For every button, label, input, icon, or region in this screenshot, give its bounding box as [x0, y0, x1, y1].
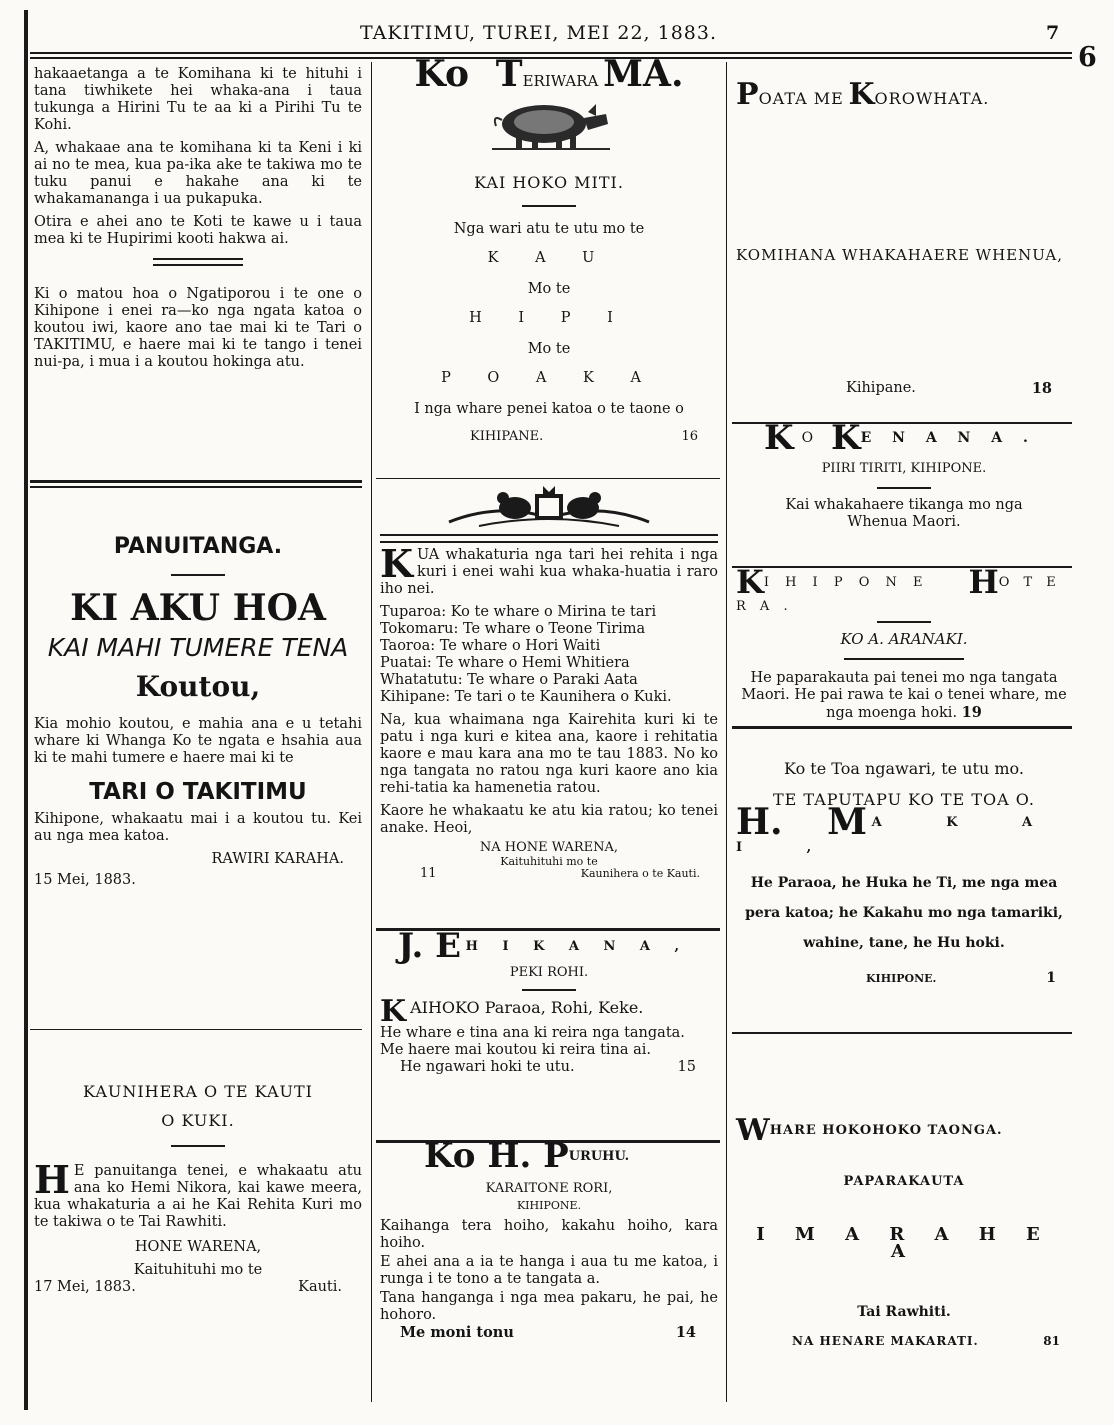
panuitanga-notice	[34, 532, 362, 889]
notice-date: 15 Mei, 1883.	[34, 872, 136, 888]
notice-subheadline: KAI MAHI TUMERE TENA	[47, 633, 349, 662]
advert-footer	[736, 1333, 1072, 1350]
title-part: K	[848, 77, 875, 112]
drop-cap: K	[380, 994, 407, 1029]
advert-footer	[380, 1324, 718, 1341]
advert-footer	[380, 428, 718, 445]
notice-title-line-2: O KUKI.	[161, 1111, 235, 1130]
dog-registration-notice	[380, 482, 718, 880]
advert-item-kau: K A U	[487, 250, 611, 266]
divider	[877, 487, 931, 489]
advert-subtitle: KAI HOKO MITI.	[474, 173, 624, 192]
advert-big: I M A R A H E A	[756, 1224, 1052, 1262]
advert-number: 14	[675, 1324, 696, 1341]
article-paragraph: A, whakaae ana te komihana ki ta Keni i ki ai no te mea, kua pa-ika ake te takiwa mo te tuku panui e hakahe ana ki te whakamananga i ua pukapuka.	[34, 140, 362, 207]
notice-signature: NA HONE WARENA,	[479, 840, 619, 855]
section-rule	[30, 1029, 362, 1030]
drop-cap: K	[380, 541, 414, 586]
advert-line: He ngawari hoki te utu.	[400, 1059, 575, 1075]
poata-advert	[736, 77, 1072, 397]
title-part: J. E	[398, 926, 462, 966]
advert-mote: Mo te	[527, 281, 571, 297]
title-part: K	[736, 563, 764, 601]
advert-body: He Paraoa, he Huka he Ti, me nga mea pera katoa; he Kakahu mo nga tamariki, wahine, tane, he Hu hoki.	[745, 875, 1063, 951]
notice-title-line-1: KAUNIHERA O TE KAUTI	[83, 1082, 313, 1101]
drop-cap: H	[34, 1157, 70, 1202]
office-list-item: Kihipane: Te tari o te Kaunihera o Kuki.	[380, 689, 672, 705]
office-list-item: Tuparoa: Ko te whare o Mirina te tari	[380, 604, 657, 620]
article-paragraph: hakaaetanga a te Komihana ki te hituhi i tana tiwhikete hei whaka-ana i taua tukunga a Hirini Tu te aa ki a Pirihi Tu te Kohi.	[34, 66, 362, 133]
title-part: MA.	[603, 53, 684, 95]
section-rule	[732, 566, 1072, 568]
column-rule-2	[726, 62, 727, 1402]
royal-crest-icon	[439, 482, 659, 532]
advert-number: 15	[677, 1059, 696, 1075]
advert-line: I nga whare penei katoa o te taone o	[414, 401, 684, 417]
advert-line: Me moni tonu	[400, 1324, 514, 1341]
advert-title	[736, 1113, 1072, 1148]
title-part: Ko	[414, 53, 469, 95]
advert-subtitle: PIIRI TIRITI, KIHIPONE.	[821, 461, 987, 476]
advert-place: KIHIPANE.	[470, 429, 544, 444]
title-part: I H I P O N E	[763, 575, 929, 590]
title-part: H.	[736, 801, 783, 843]
advert-role: KOMIHANA WHAKAHAERE WHENUA,	[736, 246, 1064, 264]
advert-title	[380, 1136, 718, 1176]
advert-title	[736, 563, 1072, 615]
divider	[522, 205, 576, 207]
pig-illustration	[484, 96, 614, 152]
advert-title	[380, 926, 718, 966]
advert-title	[380, 53, 718, 95]
notice-date: 17 Mei, 1883.	[34, 1279, 136, 1295]
advert-body: Kai whakahaere tikanga mo nga Whenua Maori.	[785, 497, 1023, 530]
column-rule-1	[371, 62, 372, 1402]
title-part: T	[495, 53, 523, 95]
advert-footer	[380, 1059, 718, 1076]
divider	[171, 1145, 225, 1147]
notice-role-2: Kaunihera o te Kauti.	[580, 867, 700, 880]
office-list	[380, 604, 718, 706]
kaunihera-notice	[34, 1083, 362, 1296]
advert-body	[736, 670, 1072, 722]
notice-text: E panuitanga tenei, e whakaatu atu ana ko Hemi Nikora, kai kawe meera, kua whakaturia a ai he Kai Rehita Kuri mo te takiwa o te Tai Rawhiti.	[34, 1163, 362, 1230]
advert-subtitle: KO A. ARANAKI.	[840, 630, 968, 648]
makai-advert	[736, 760, 1072, 987]
header-rule	[30, 52, 1072, 54]
advert-text: He paparakauta pai tenei mo nga tangata Maori. He pai rawa te kai o tenei whare, me nga moenga hoki.	[741, 670, 1067, 721]
office-list-item: Tokomaru: Te whare o Teone Tirima	[380, 621, 646, 637]
kenana-advert	[736, 418, 1072, 531]
advert-subtitle-2: KIHIPONE.	[516, 1199, 582, 1212]
advert-text: AIHOKO Paraoa, Rohi, Keke.	[410, 998, 644, 1017]
advert-number: 1	[1046, 970, 1056, 986]
advert-number: 16	[681, 429, 698, 444]
advert-place: KIHIPONE.	[866, 972, 937, 985]
title-part: M	[827, 801, 868, 843]
advert-line: He whare e tina ana ki reira nga tangata.	[380, 1025, 685, 1041]
title-part: HARE HOKOHOKO TAONGA.	[769, 1123, 1003, 1138]
advert-line: Nga wari atu te utu mo te	[453, 221, 645, 237]
advert-line: Ko te Toa ngawari, te utu mo.	[784, 759, 1024, 778]
puruhu-advert	[380, 1136, 718, 1341]
title-part: ERIWARA	[522, 72, 599, 90]
office-list-item: Taoroa: Te whare o Hori Waiti	[380, 638, 601, 654]
divider	[153, 258, 243, 266]
section-rule	[30, 480, 362, 483]
notice-body: Kia mohio koutou, e mahia ana e u tetahi whare ki Whanga Ko te ngata e hsahia aua ki te mahi tumere e haere mai ki te	[34, 716, 362, 766]
advert-item-poaka: P O A K A	[441, 370, 657, 386]
advert-footer	[736, 970, 1072, 987]
advert-title	[736, 801, 1072, 856]
notice-headline: KI AKU HOA	[70, 587, 326, 629]
notice-footer	[380, 868, 718, 880]
advert-heading	[380, 994, 718, 1029]
advert-line: Tana hanganga i nga mea pakaru, he pai, he hohoro.	[380, 1290, 718, 1323]
title-part: W	[736, 1113, 770, 1148]
office-list-item: Whatatutu: Te whare o Paraki Aata	[380, 672, 638, 688]
advert-place: Tai Rawhiti.	[857, 1304, 951, 1320]
divider	[171, 574, 225, 576]
section-rule	[376, 478, 720, 479]
page-number-right: 6	[1078, 42, 1097, 73]
notice-body	[34, 1157, 362, 1231]
title-part: O	[801, 430, 814, 446]
title-part: URUHU.	[568, 1149, 630, 1164]
notice-number: 11	[420, 866, 437, 881]
divider	[877, 621, 931, 623]
column-1	[34, 66, 362, 377]
notice-intro	[380, 541, 718, 598]
page-number: 7	[1046, 22, 1060, 44]
title-part: OROWHATA.	[874, 89, 990, 108]
notice-body-2: Kaore he whakaatu ke atu kia ratou; ko tenei anake. Heoi,	[380, 803, 718, 836]
advert-title	[736, 418, 1072, 458]
notice-office: TARI O TAKITIMU	[89, 779, 307, 805]
advert-number: 19	[961, 704, 982, 721]
notice-title: PANUITANGA.	[113, 534, 283, 559]
advert-subtitle: KARAITONE RORI,	[485, 1181, 613, 1196]
ehikana-advert	[380, 926, 718, 1076]
notice-koutou: Koutou,	[135, 670, 261, 703]
advert-subtitle: PEKI ROHI.	[509, 965, 589, 980]
title-part: E N A N A .	[860, 430, 1036, 446]
masthead-title: TAKITIMU, TUREI, MEI 22, 1883.	[360, 22, 717, 44]
advert-number: 81	[1043, 1334, 1060, 1348]
title-part: Ko H. P	[424, 1136, 569, 1176]
whare-hokohoko-advert	[736, 1113, 1072, 1350]
divider	[844, 658, 964, 660]
section-rule	[732, 726, 1072, 729]
notice-signature: HONE WARENA,	[134, 1239, 262, 1255]
advert-place: Kihipane.	[846, 380, 916, 396]
advert-subtitle: PAPARAKAUTA	[843, 1174, 965, 1189]
page-header	[0, 22, 1114, 73]
notice-role-2: Kauti.	[298, 1279, 342, 1295]
notice-paragraph: Ki o matou hoa o Ngatiporou i te one o Kihipone i enei ra—ko nga ngata katoa o koutou iwi, kaore ano tae mai ki te Tari o TAKITIMU, e haere mai ki te tango i tenei nui-pa, i mua i a koutou hokinga atu.	[34, 286, 362, 370]
advert-item-hipi: H I P I	[469, 310, 629, 326]
teriwara-advert	[380, 53, 718, 445]
title-part: K	[831, 418, 861, 458]
article-paragraph: Otira e ahei ano te Koti te kawe u i taua mea ki te Hupirimi kooti hakwa ai.	[34, 214, 362, 247]
title-part: A K A I ,	[736, 815, 1063, 855]
title-part: OATA ME	[758, 89, 844, 108]
advert-line: TE TAPUTAPU KO TE TOA O.	[772, 790, 1036, 809]
advert-number: 18	[1031, 380, 1052, 397]
advert-signature: NA HENARE MAKARATI.	[792, 1334, 979, 1348]
advert-line: Kaihanga tera hoiho, kakahu hoiho, kara hoiho.	[380, 1218, 718, 1251]
title-part: P	[736, 77, 759, 112]
divider	[522, 989, 576, 991]
notice-text: UA whakaturia nga tari hei rehita i nga kuri i enei wahi kua whaka-huatia i raro iho nei.	[380, 547, 718, 597]
advert-title	[736, 77, 1072, 112]
title-part: K	[764, 418, 794, 458]
header-rule-2	[30, 57, 1072, 59]
title-part: H I K A N A ,	[465, 939, 690, 954]
section-rule	[30, 486, 362, 488]
advert-line: E ahei ana a ia te hanga i aua tu me katoa, i runga i te tono a te tangata a.	[380, 1254, 718, 1287]
notice-role: Kaituhituhi mo te	[500, 855, 598, 868]
advert-footer	[736, 380, 1072, 397]
advert-line: Me haere mai koutou ki reira tina ai.	[380, 1042, 652, 1058]
notice-signature: RAWIRI KARAHA.	[211, 851, 344, 867]
notice-body-2: Kihipone, whakaatu mai i a koutou tu. Kei au nga mea katoa.	[34, 811, 362, 844]
section-rule	[732, 1032, 1072, 1034]
title-part: H	[968, 563, 999, 601]
office-list-item: Puatai: Te whare o Hemi Whitiera	[380, 655, 630, 671]
notice-role: Kaituhituhi mo te	[133, 1262, 263, 1278]
notice-body: Na, kua whaimana nga Kairehita kuri ki te patu i nga kuri e kitea ana, kaore i rehitatia kaore e mau kara ana mo te tau 1883. No ko nga tangata no ratou nga kuri kaore ano kia rehi-tatia ka hamenetia ratou.	[380, 712, 718, 796]
advert-mote: Mo te	[527, 341, 571, 357]
title-part: O T E R A .	[736, 575, 1061, 614]
left-edge-rule	[24, 10, 28, 1410]
kihipone-hotera-advert	[736, 563, 1072, 728]
divider	[380, 534, 718, 543]
